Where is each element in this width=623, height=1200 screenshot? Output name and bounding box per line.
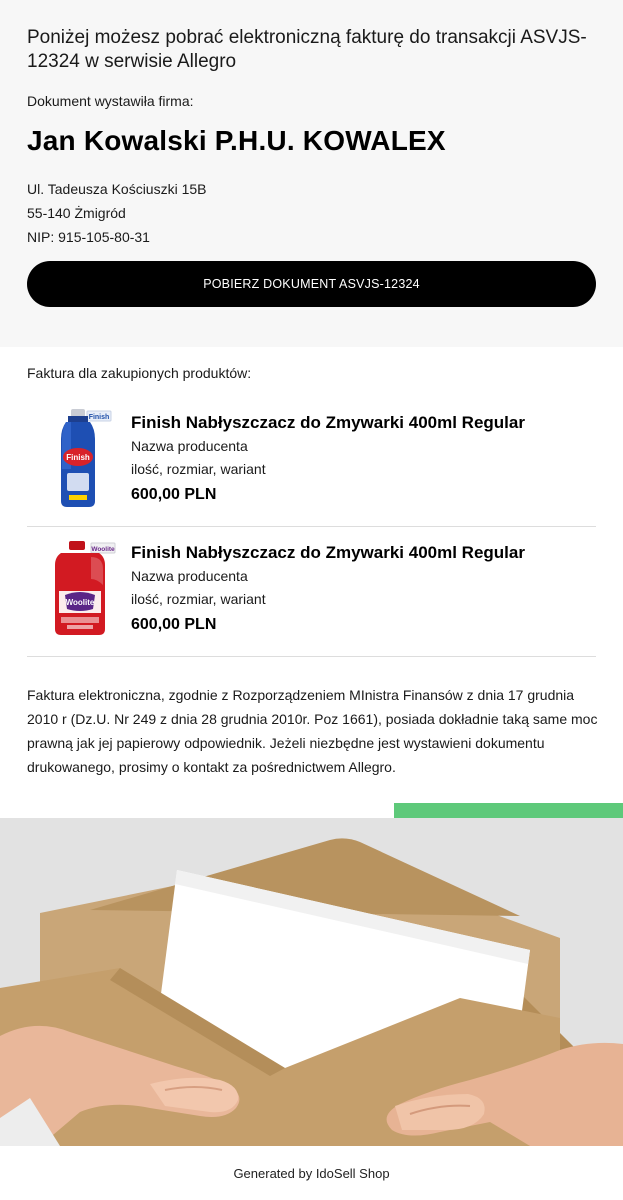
address-street: Ul. Tadeusza Kościuszki 15B (27, 181, 207, 197)
products-label: Faktura dla zakupionych produktów: (27, 365, 252, 381)
download-document-button[interactable]: POBIERZ DOKUMENT ASVJS-12324 (27, 261, 596, 307)
product-variant: ilość, rozmiar, wariant (131, 591, 266, 607)
product-variant: ilość, rozmiar, wariant (131, 461, 266, 477)
svg-text:Woolite: Woolite (91, 546, 115, 553)
accent-bar (394, 803, 623, 818)
svg-text:Finish: Finish (66, 453, 90, 462)
issued-by-label: Dokument wystawiła firma: (27, 93, 194, 109)
product-item (27, 527, 596, 657)
envelope-banner-image (0, 818, 623, 1146)
product-price: 600,00 PLN (131, 486, 217, 503)
product-producer: Nazwa producenta (131, 568, 248, 584)
address-city: 55-140 Żmigród (27, 205, 126, 221)
company-name: Jan Kowalski P.H.U. KOWALEX (27, 125, 446, 156)
svg-text:Woolite: Woolite (65, 598, 95, 607)
product-price: 600,00 PLN (131, 616, 217, 633)
product-item (27, 397, 596, 527)
product-image (47, 539, 119, 639)
invoice-header (0, 0, 623, 347)
legal-notice: Faktura elektroniczna, zgodnie z Rozporządzeniem MInistra Finansów z dnia 17 grudnia 2010 r (Dz.U. Nr 249 z dnia 28 grudnia 2010r. Poz 1661), posiada dokładnie taką same moc prawną jak jej papierowy odpowiednik. Jeżeli niezbędne jest wystawieni dokumentu drukowanego, prosimy o kontakt za pośrednictwem Allegro. (27, 687, 598, 775)
footer-generated-by[interactable]: Generated by IdoSell Shop (0, 1146, 623, 1200)
product-image (47, 409, 119, 509)
intro-text: Poniżej możesz pobrać elektroniczną fakturę do transakcji ASVJS-12324 w serwisie Allegro (27, 27, 587, 72)
product-name[interactable]: Finish Nabłyszczacz do Zmywarki 400ml Regular (131, 413, 525, 432)
company-nip: NIP: 915-105-80-31 (27, 229, 150, 245)
svg-text:Finish: Finish (88, 414, 110, 421)
product-name[interactable]: Finish Nabłyszczacz do Zmywarki 400ml Regular (131, 543, 525, 562)
product-producer: Nazwa producenta (131, 438, 248, 454)
